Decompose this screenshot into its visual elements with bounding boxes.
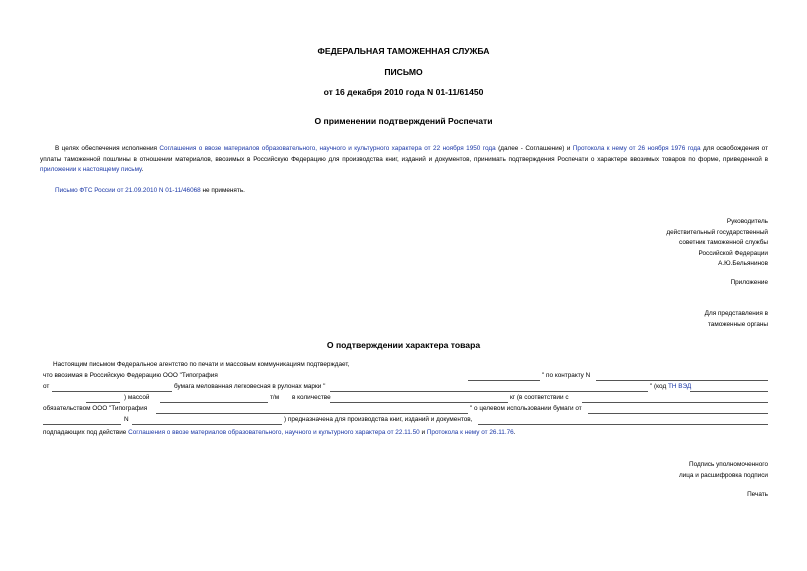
tnved-link[interactable]: ТН ВЭД bbox=[667, 383, 692, 390]
document-date-number: от 16 декабря 2010 года N 01-11/61450 bbox=[323, 87, 484, 97]
agreement-link-short[interactable]: Соглашения о ввозе материалов образовательного, научного и культурного характера от 22.11.50 bbox=[128, 429, 420, 436]
form-text: " по контракту N bbox=[542, 372, 591, 379]
signer-position: Руководитель bbox=[726, 218, 768, 225]
paragraph-text: . bbox=[141, 166, 144, 173]
paragraph-text: не применять. bbox=[200, 187, 245, 194]
form-text: от bbox=[43, 383, 50, 390]
appendix-link[interactable]: приложении к настоящему письму bbox=[40, 166, 142, 173]
form-blank[interactable] bbox=[478, 424, 768, 425]
form-text: Настоящим письмом Федеральное агентство по печати и массовым коммуникациям подтверждает, bbox=[53, 361, 350, 368]
form-text: обязательством ООО "Типография bbox=[43, 405, 148, 412]
signer-rank: советник таможенной службы bbox=[679, 239, 768, 246]
form-text: ) массой bbox=[124, 394, 150, 401]
form-blank[interactable] bbox=[86, 402, 120, 403]
signature-block bbox=[666, 217, 768, 270]
authorized-signature bbox=[679, 460, 768, 481]
form-blank[interactable] bbox=[582, 402, 768, 403]
stamp-label: Печать bbox=[747, 491, 768, 498]
form-blank[interactable] bbox=[330, 402, 508, 403]
paragraph-text: для освобождения от уплаты таможенной пошлины в отношении материалов, ввозимых в Российскую Федерацию для производства книг, изданий и документов, принимать подтверждения Роспечати о характере ввозимых товаров по форме, приведенной в bbox=[40, 145, 769, 163]
recipient-line: Для представления в bbox=[704, 310, 768, 317]
form-legal-basis bbox=[43, 428, 516, 439]
form-text: подпадающих под действие bbox=[43, 429, 129, 436]
form-tnved bbox=[650, 382, 691, 393]
agreement-link[interactable]: Соглашения о ввозе материалов образовательного, научного и культурного характера от 22 ноября 1950 года bbox=[159, 145, 496, 152]
form-text: ) предназначена для производства книг, изданий и документов, bbox=[284, 416, 473, 423]
form-blank[interactable] bbox=[588, 413, 768, 414]
form-blank[interactable] bbox=[156, 413, 468, 414]
signer-name: А.Ю.Бельянинов bbox=[718, 260, 768, 267]
appendix-title: О подтверждении характера товара bbox=[326, 340, 481, 350]
paragraph-revoke bbox=[55, 186, 245, 197]
signer-rank: Российской Федерации bbox=[698, 249, 768, 257]
form-blank[interactable] bbox=[132, 424, 282, 425]
appendix-label: Приложение bbox=[730, 279, 768, 286]
signature-caption: Подпись уполномоченного bbox=[689, 461, 768, 468]
form-text: т/м bbox=[270, 394, 280, 401]
form-text: в количестве bbox=[292, 394, 331, 401]
recipient-line: таможенные органы bbox=[707, 320, 768, 328]
form-blank[interactable] bbox=[468, 380, 540, 381]
form-text: N bbox=[124, 416, 129, 423]
agency-title: ФЕДЕРАЛЬНАЯ ТАМОЖЕННАЯ СЛУЖБА bbox=[317, 46, 490, 56]
form-blank[interactable] bbox=[330, 391, 648, 392]
form-blank[interactable] bbox=[596, 380, 768, 381]
form-text: что ввозимая в Российскую Федерацию ООО "Типография bbox=[43, 372, 218, 379]
form-blank[interactable] bbox=[52, 391, 172, 392]
form-blank[interactable] bbox=[43, 424, 121, 425]
appendix-recipient bbox=[705, 309, 768, 330]
form-blank[interactable] bbox=[160, 402, 268, 403]
form-text: " (код bbox=[650, 383, 668, 390]
protocol-link[interactable]: Протокола к нему от 26 ноября 1976 года bbox=[572, 145, 701, 152]
form-blank[interactable] bbox=[690, 391, 768, 392]
paragraph-text: В целях обеспечения исполнения bbox=[55, 145, 160, 152]
form-text: бумага мелованная легковесная в рулонах марки " bbox=[174, 383, 326, 390]
paragraph-text: (далее - Соглашение) и bbox=[495, 145, 573, 152]
paragraph-main bbox=[40, 144, 768, 176]
signer-rank: действительный государственный bbox=[666, 228, 768, 236]
form-text: кг (в соответствии с bbox=[510, 394, 569, 401]
document-type: ПИСЬМО bbox=[384, 67, 423, 77]
form-text: " о целевом использовании бумаги от bbox=[470, 405, 582, 412]
protocol-link-short[interactable]: Протокола к нему от 26.11.76 bbox=[426, 429, 514, 436]
revoked-letter-link[interactable]: Письмо ФТС России от 21.09.2010 N 01-11/46068 bbox=[55, 187, 201, 194]
document-subject: О применении подтверждений Роспечати bbox=[314, 116, 493, 126]
signature-caption: лица и расшифровка подписи bbox=[678, 471, 768, 479]
form-text: . bbox=[513, 429, 516, 436]
form-text: и bbox=[419, 429, 427, 436]
